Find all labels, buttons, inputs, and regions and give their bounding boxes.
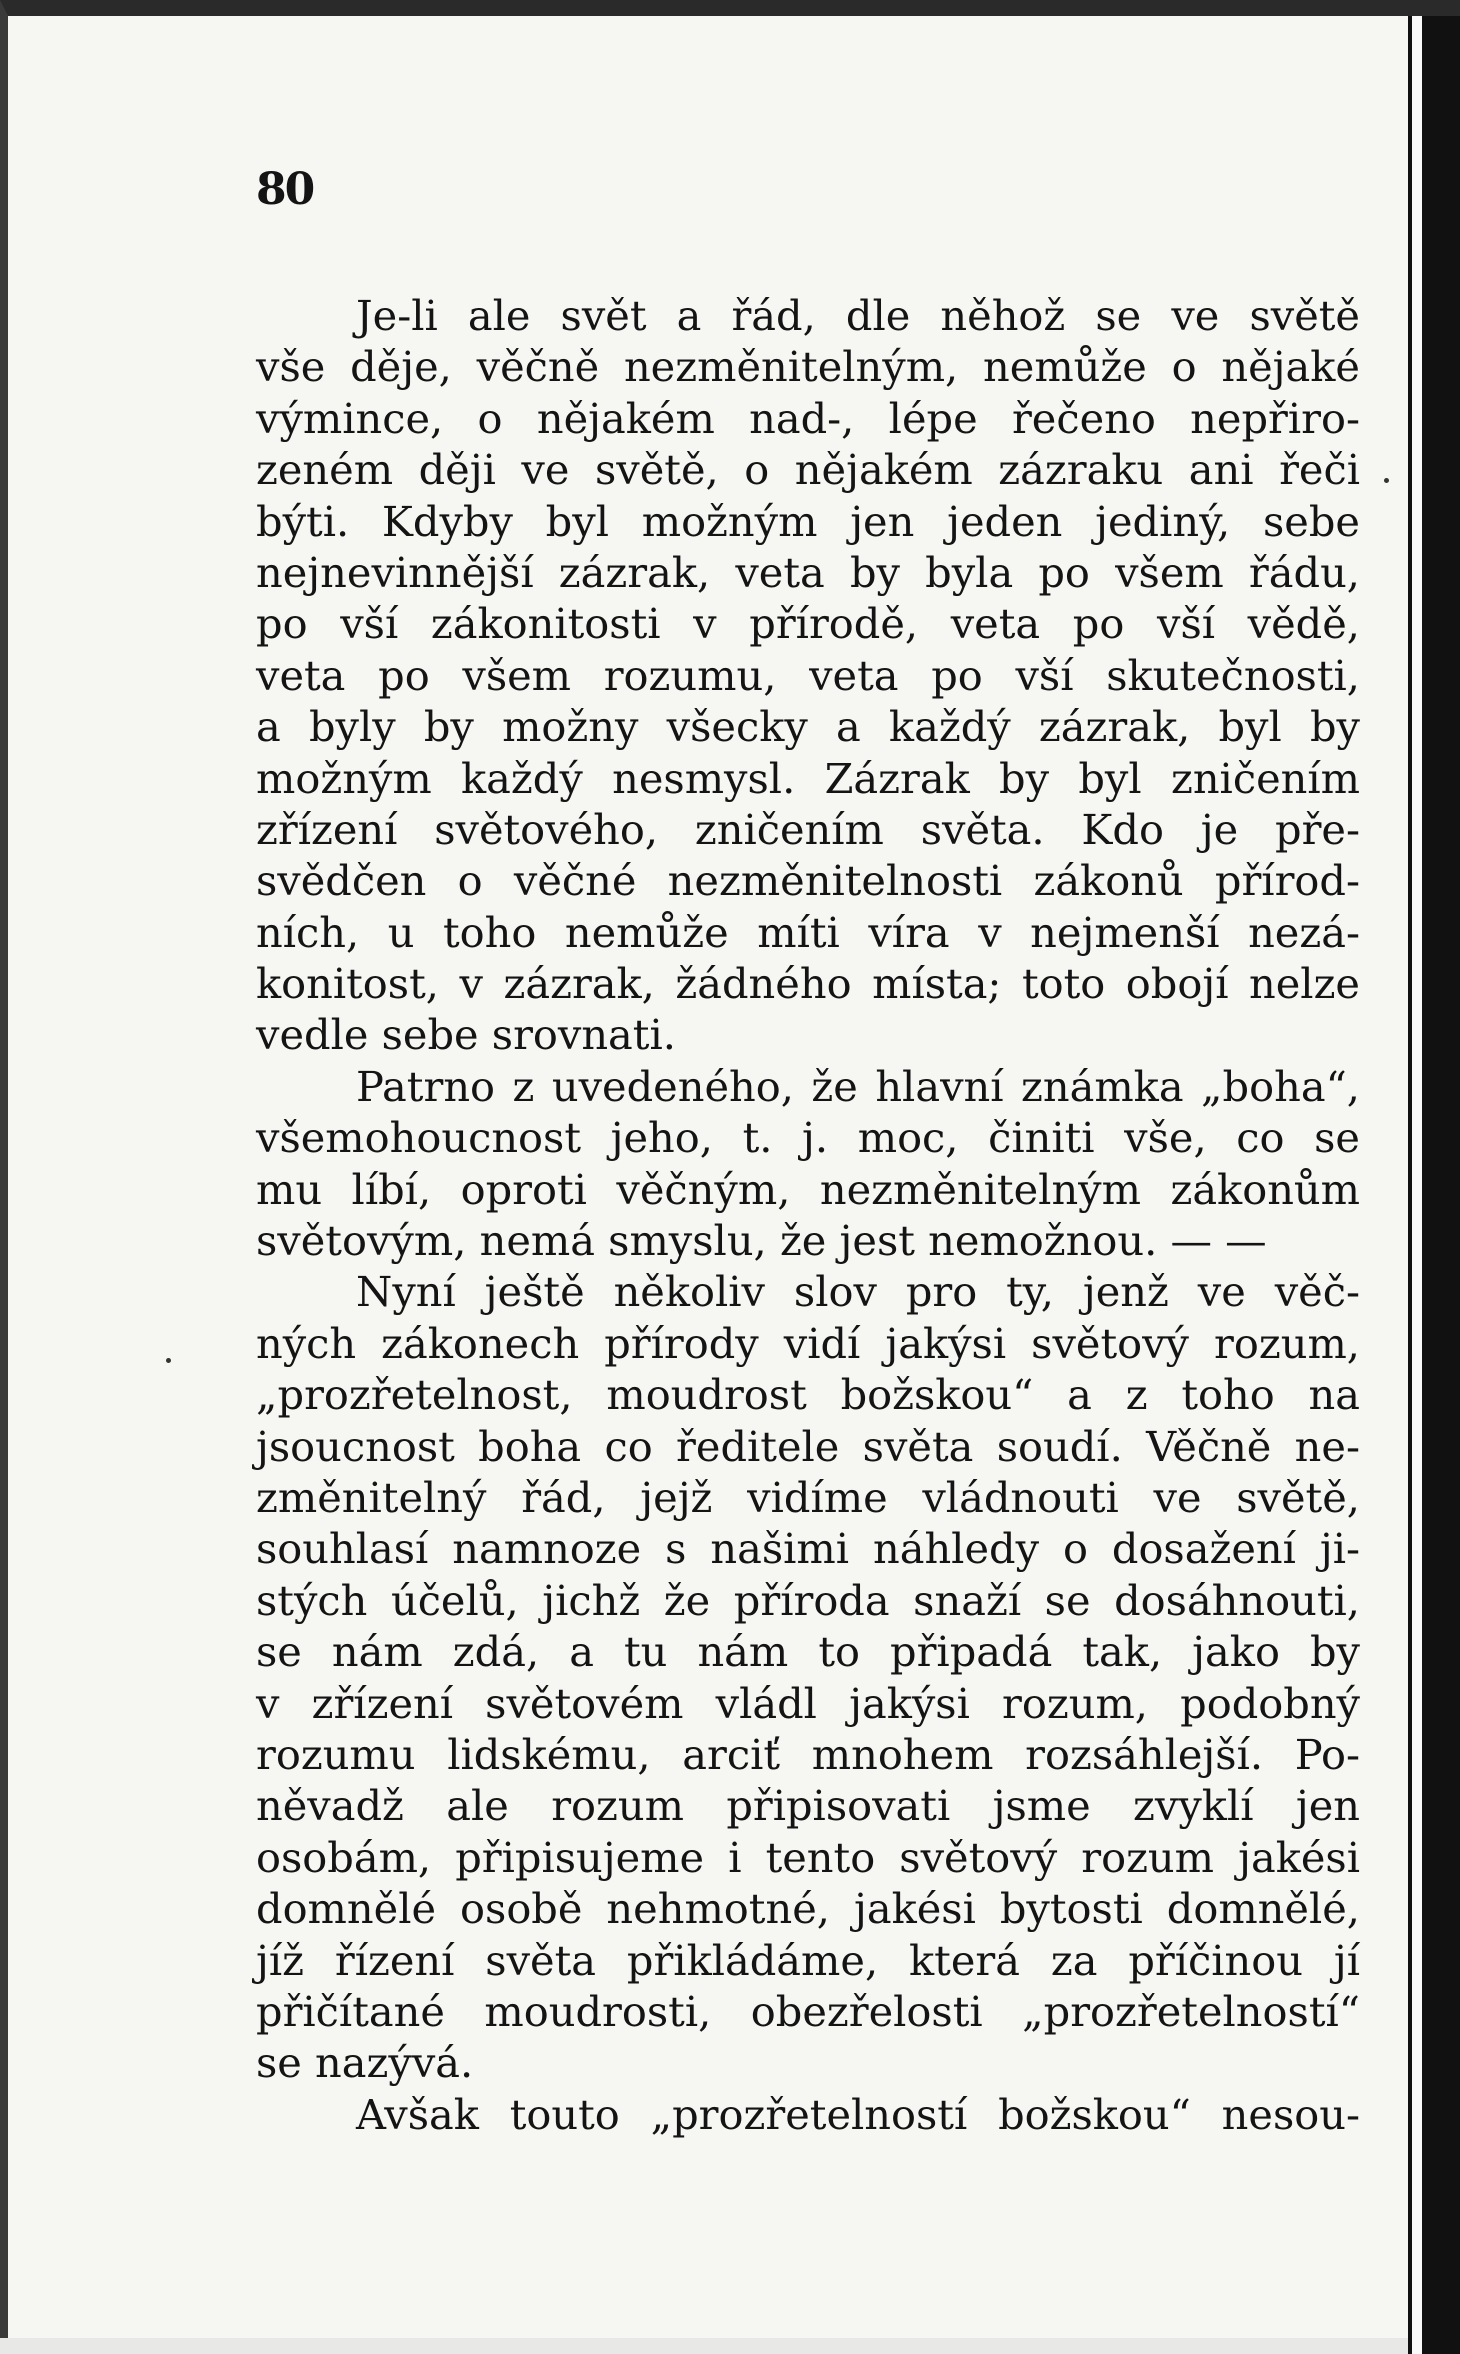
text-line: býti. Kdyby byl možným jen jeden jediný, sebe: [256, 496, 1360, 546]
text-line: Avšak touto „prozřetelností božskou“ nesou-: [356, 2089, 1360, 2139]
text-line: Nyní ještě několiv slov pro ty, jenž ve věč-: [356, 1267, 1360, 1317]
text-line: Patrno z uvedeného, že hlavní známka „boha“,: [356, 1061, 1360, 1111]
text-line: veta po všem rozumu, veta po vší skutečnosti,: [256, 650, 1360, 700]
text-line: se nám zdá, a tu nám to připadá tak, jako by: [256, 1627, 1360, 1677]
text-line: se nazývá.: [256, 2038, 474, 2088]
text-line: v zřízení světovém vládl jakýsi rozum, podobný: [256, 1678, 1360, 1728]
text-line: něvadž ale rozum připisovati jsme zvyklí jen: [256, 1781, 1360, 1831]
text-line: domnělé osobě nehmotné, jakési bytosti domnělé,: [256, 1884, 1360, 1934]
text-line: rozumu lidskému, arciť mnohem rozsáhlejší. Po-: [256, 1729, 1360, 1779]
text-line: všemohoucnost jeho, t. j. moc, činiti vše, co se: [256, 1113, 1360, 1163]
text-line: souhlasí namnoze s našimi náhledy o dosažení ji-: [256, 1524, 1360, 1574]
text-line: vše děje, věčně nezměnitelným, nemůže o nějaké: [256, 342, 1360, 392]
text-line: světovým, nemá smyslu, že jest nemožnou. — —: [256, 1216, 1267, 1266]
body-text: [256, 290, 1360, 2140]
text-line: jsoucnost boha co ředitele světa soudí. Věčně ne-: [256, 1421, 1360, 1471]
page-edge-rim: [1412, 16, 1422, 2354]
text-line: svědčen o věčné nezměnitelnosti zákonů přírod-: [256, 856, 1360, 906]
text-line: Je-li ale svět a řád, dle něhož se ve světě: [356, 291, 1360, 340]
page-number: 80: [256, 164, 314, 215]
print-speck: [166, 1358, 171, 1363]
text-line: zřízení světového, zničením světa. Kdo je pře-: [256, 804, 1360, 854]
text-line: výmince, o nějakém nad-, lépe řečeno nepřiro-: [256, 393, 1360, 443]
text-line: přičítané moudrosti, obezřelosti „prozřetelností“: [256, 1986, 1360, 2036]
text-line: stých účelů, jichž že příroda snaží se dosáhnouti,: [256, 1575, 1360, 1625]
text-line: konitost, v zázrak, žádného místa; toto obojí nelze: [256, 959, 1360, 1009]
text-line: osobám, připisujeme i tento světový rozum jakési: [256, 1832, 1360, 1882]
text-line: změnitelný řád, jejž vidíme vládnouti ve světě,: [256, 1472, 1360, 1522]
text-line: mu líbí, oproti věčným, nezměnitelným zákonům: [256, 1164, 1360, 1214]
text-line: možným každý nesmysl. Zázrak by byl zničením: [256, 753, 1360, 803]
text-line: „prozřetelnost, moudrost božskou“ a z toho na: [256, 1370, 1360, 1420]
text-line: nejnevinnější zázrak, veta by byla po všem řádu,: [256, 547, 1360, 597]
text-line: a byly by možny všecky a každý zázrak, byl by: [256, 702, 1360, 752]
page-edge-shadow: [1408, 16, 1460, 2354]
text-line: vedle sebe srovnati.: [256, 1010, 676, 1060]
text-line: zeném ději ve světě, o nějakém zázraku ani řeči: [256, 445, 1360, 495]
text-line: ních, u toho nemůže míti víra v nejmenší nezá-: [256, 907, 1360, 957]
print-speck: [1384, 478, 1389, 483]
text-line: ných zákonech přírody vidí jakýsi světový rozum,: [256, 1318, 1360, 1368]
text-line: po vší zákonitosti v přírodě, veta po vší vědě,: [256, 599, 1360, 649]
text-line: jíž řízení světa přikládáme, která za příčinou jí: [256, 1935, 1360, 1985]
